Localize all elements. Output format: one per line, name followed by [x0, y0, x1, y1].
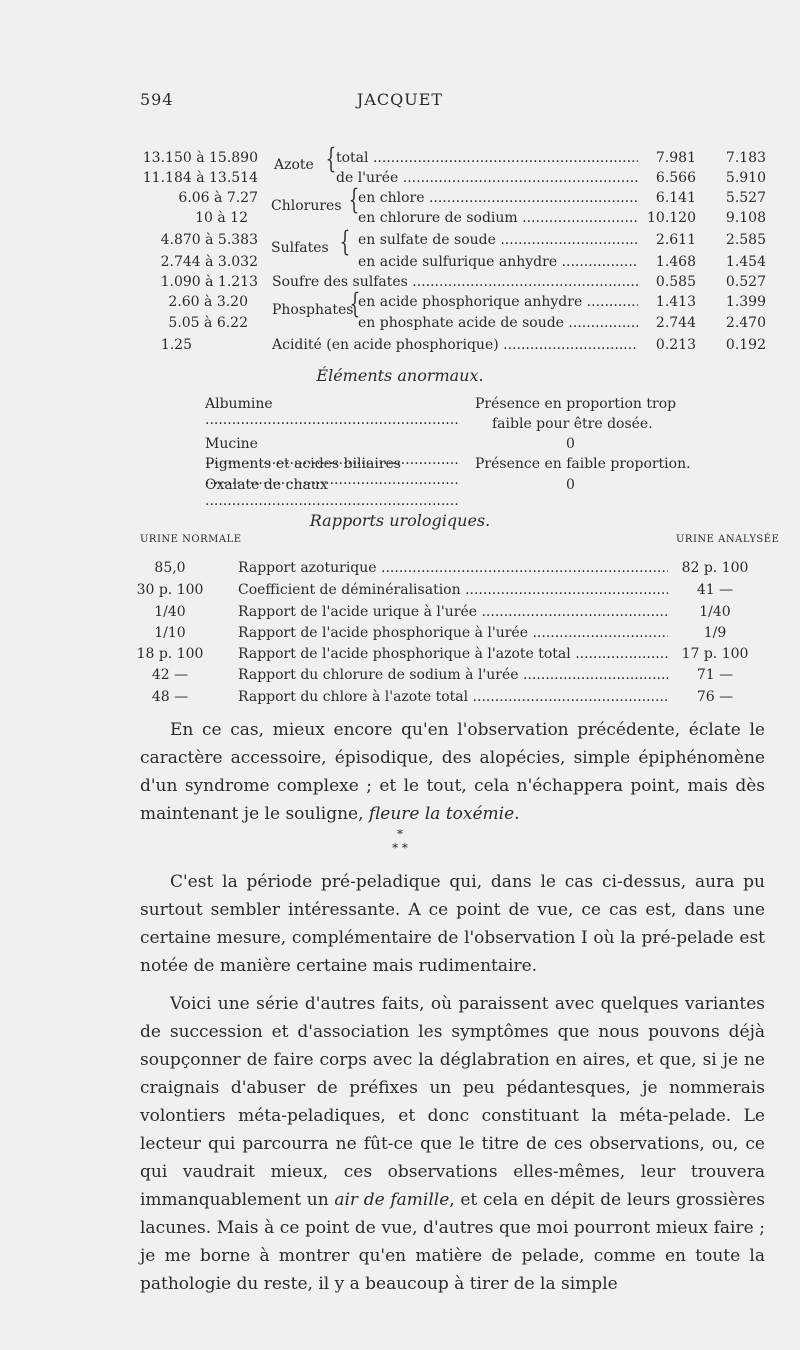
value-cell: 0.527	[725, 274, 766, 290]
analysee-value: 82 p. 100	[681, 560, 749, 576]
normal-value: 30 p. 100	[136, 582, 204, 598]
normal-value: 48 —	[151, 689, 189, 705]
row-label: de l'urée .....	[336, 168, 638, 188]
element-value: Présence en proportion trop	[475, 396, 677, 412]
value-cell: 2.744	[655, 315, 696, 331]
value-cell: 6.141	[655, 190, 696, 206]
row-label: total .....	[336, 148, 638, 168]
range-cell: 2.744 à 3.032	[160, 254, 258, 270]
rapport-label: Rapport de l'acide phosphorique à l'urée .....	[238, 625, 668, 641]
element-value: Présence en faible proportion.	[475, 456, 691, 472]
element-label: Oxalate de chaux .....	[205, 477, 460, 509]
analysee-value: 1/9	[703, 625, 727, 641]
section-title-rapports: Rapports urologiques.	[309, 511, 491, 530]
rapport-label: Coefficient de déminéralisation .....	[238, 582, 668, 598]
analysee-value: 1/40	[699, 604, 731, 620]
normal-value: 1/10	[154, 625, 186, 641]
rapport-label: Rapport azoturique .....	[238, 560, 668, 576]
range-cell: 1.25	[160, 337, 192, 353]
rapport-label: Rapport du chlore à l'azote total .....	[238, 689, 668, 705]
range-cell: 13.150 à 15.890	[142, 150, 258, 166]
element-label: Pigments et acides biliaires .....	[205, 456, 460, 488]
row-label: en phosphate acide de soude .....	[358, 313, 638, 333]
rapport-label: Rapport de l'acide urique à l'urée .....	[238, 604, 668, 620]
value-cell: 10.120	[647, 210, 696, 226]
element-value: 0	[566, 477, 575, 493]
element-label: Albumine .....	[205, 396, 460, 428]
group-label-azote: Azote	[274, 157, 314, 173]
brace-icon: {	[325, 142, 337, 175]
value-cell: 5.910	[725, 170, 766, 186]
row-label: en chlorure de sodium .....	[358, 208, 638, 228]
range-cell: 5.05 à 6.22	[168, 315, 248, 331]
value-cell: 1.468	[655, 254, 696, 270]
asterism-top: *	[397, 827, 403, 841]
paragraph-toxemie: En ce cas, mieux encore qu'en l'observation précédente, éclate le caractère accessoire, épisodique, des alopécies, simple épiphénomène d'un syndrome complexe ; et le tout, cela n'échappera point, mais dès maintenant je le souligne, fleure la toxémie.	[140, 720, 765, 824]
analysee-value: 17 p. 100	[681, 646, 749, 662]
row-label: en acide phosphorique anhydre .....	[358, 292, 638, 312]
row-label: Acidité (en acide phosphorique) .....	[272, 335, 638, 355]
group-label-chlorures: Chlorures	[271, 198, 342, 214]
range-cell: 1.090 à 1.213	[160, 274, 258, 290]
value-cell: 1.413	[655, 294, 696, 310]
value-cell: 2.611	[655, 232, 696, 248]
value-cell: 2.585	[725, 232, 766, 248]
asterism-bottom: * *	[392, 841, 408, 855]
analysee-value: 76 —	[696, 689, 734, 705]
value-cell: 6.566	[655, 170, 696, 186]
range-cell: 6.06 à 7.27	[178, 190, 258, 206]
rapport-label: Rapport du chlorure de sodium à l'urée .....	[238, 667, 668, 683]
brace-icon: {	[339, 225, 351, 258]
analysee-value: 41 —	[696, 582, 734, 598]
range-cell: 10 à 12	[195, 210, 248, 226]
row-label: en chlore .....	[358, 188, 638, 208]
rapport-label: Rapport de l'acide phosphorique à l'azote total .....	[238, 646, 668, 662]
section-title-elements: Éléments anormaux.	[316, 366, 484, 385]
range-cell: 11.184 à 13.514	[142, 170, 258, 186]
normal-value: 18 p. 100	[136, 646, 204, 662]
value-cell: 1.399	[725, 294, 766, 310]
element-label: Mucine .....	[205, 436, 460, 468]
value-cell: 2.470	[725, 315, 766, 331]
value-cell: 0.585	[655, 274, 696, 290]
value-cell: 5.527	[725, 190, 766, 206]
element-value: 0	[566, 436, 575, 452]
brace-icon: {	[349, 287, 361, 320]
range-cell: 4.870 à 5.383	[160, 232, 258, 248]
normal-value: 1/40	[154, 604, 186, 620]
paragraph-pre-pelade: C'est la période pré-peladique qui, dans le cas ci-dessus, aura pu surtout sembler intéressante. A ce point de vue, ce cas est, dans une certaine mesure, complémentaire de l'observation I où la pré-pelade est notée de manière certaine mais rudimentaire.	[140, 872, 765, 976]
value-cell: 0.192	[725, 337, 766, 353]
normal-value: 42 —	[151, 667, 189, 683]
row-label: en acide sulfurique anhydre .....	[358, 252, 638, 272]
element-value: faible pour être dosée.	[492, 416, 653, 432]
value-cell: 0.213	[655, 337, 696, 353]
paragraph-meta-pelade: Voici une série d'autres faits, où paraissent avec quelques variantes de succession et d'association les symptômes que nous pouvons déjà soupçonner de faire corps avec la déglabration en aires, et que, si je ne craignais d'abuser de préfixes un peu pédantesques, je nommerais volontiers méta-peladiques, et donc constituant la méta-pelade. Le lecteur qui parcourra ne fût-ce que le titre de ces observations, ou, ce qui vaudrait mieux, ces observations elles-mêmes, leur trouvera immanquablement un air de famille, et cela en dépit de leurs grossières lacunes. Mais à ce point de vue, d'autres que moi pourront mieux faire ; je me borne à montrer qu'en matière de pelade, comme en toute la pathologie du reste, il y a beaucoup à tirer de la simple	[140, 994, 765, 1294]
group-label-sulfates: Sulfates	[271, 240, 329, 256]
value-cell: 9.108	[725, 210, 766, 226]
column-header-analysee: URINE ANALYSÉE	[676, 534, 780, 545]
value-cell: 1.454	[725, 254, 766, 270]
analysee-value: 71 —	[696, 667, 734, 683]
row-label: en sulfate de soude .....	[358, 230, 638, 250]
running-head: JACQUET	[356, 90, 444, 109]
row-label: Soufre des sulfates .....	[272, 272, 638, 292]
range-cell: 2.60 à 3.20	[168, 294, 248, 310]
group-label-phosphates: Phosphates	[272, 302, 354, 318]
column-header-normale: URINE NORMALE	[140, 534, 242, 545]
value-cell: 7.183	[725, 150, 766, 166]
page-number: 594	[140, 90, 174, 109]
brace-icon: {	[348, 183, 360, 216]
normal-value: 85,0	[154, 560, 186, 576]
value-cell: 7.981	[655, 150, 696, 166]
